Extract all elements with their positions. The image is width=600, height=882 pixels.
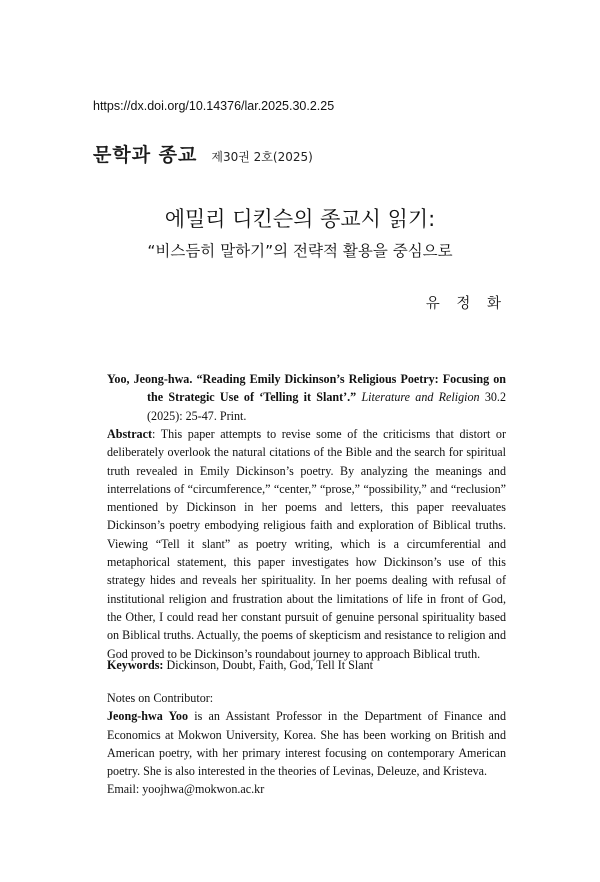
abstract [107,425,506,663]
citation-author: Yoo, Jeong-hwa. [107,372,193,386]
author-name: 유 정 화 [425,296,507,312]
keywords-label: Keywords: [107,658,164,672]
contributor-notes [107,689,506,799]
citation [107,370,506,425]
contributor-name: Jeong-hwa Yoo [107,709,189,724]
citation-title: “Reading Emily Dickinson’s Religious Poetry: Focusing on the Strategic Use of ‘Telling it Slant’.” [147,372,506,405]
citation-details: 30.2 (2025): 25-47. Print. [147,390,506,423]
journal-header [93,140,313,167]
keywords-text: Dickinson, Doubt, Faith, God, Tell It Slant [166,658,374,672]
contributor-email[interactable]: Email: yoojhwa@mokwon.ac.kr [107,782,265,797]
journal-issue: 제30권 2호(2025) [211,150,313,164]
journal-name: 문학과 종교 [93,144,198,166]
citation-journal: Literature and Religion [361,390,480,405]
paper-subtitle: “비스듬히 말하기”의 전략적 활용을 중심으로 [147,242,453,260]
abstract-text: : This paper attempts to revise some of the criticisms that distort or deliberately overlook the natural citations of the Bible and the search for spiritual truth revealed in Emily Dickinson’s poetry. By analyzing the meanings and interrelations of “circumference,” “center,” “prose,” “possibility,” and “reclusion” mentioned by Dickinson in her poems and letters, this paper reevaluates Dickinson’s poetry embodying religious faith and exploration of Biblical truths. Viewing “Tell it slant” as poetry writing, which is a circumferential and metaphorical statement, this paper investigates how Dickinson’s use of this strategy hides and reveals her spirituality. In her poems dealing with refusal of institutional religion and frustration about the limitations of life in front of God, the Other, I could read her constant pursuit of genuine personal spirituality based on Biblical truths. Actually, the poems of skepticism and resistance to religion and God proved to be Dickinson’s roundabout journey to approach Biblical truth. [107,427,506,661]
abstract-label: Abstract [107,427,153,441]
keywords [107,656,506,674]
doi-link[interactable]: https://dx.doi.org/10.14376/lar.2025.30.2.25 [93,99,335,113]
notes-heading: Notes on Contributor: [107,691,214,705]
contributor-bio: is an Assistant Professor in the Department of Finance and Economics at Mokwon University, Korea. She has been working on British and American poetry, with her primary interest focusing on contemporary American poetry. She is also interested in the theories of Levinas, Deleuze, and Kristeva. [107,709,506,779]
paper-title: 에밀리 디킨슨의 종교시 읽기: [164,207,436,231]
